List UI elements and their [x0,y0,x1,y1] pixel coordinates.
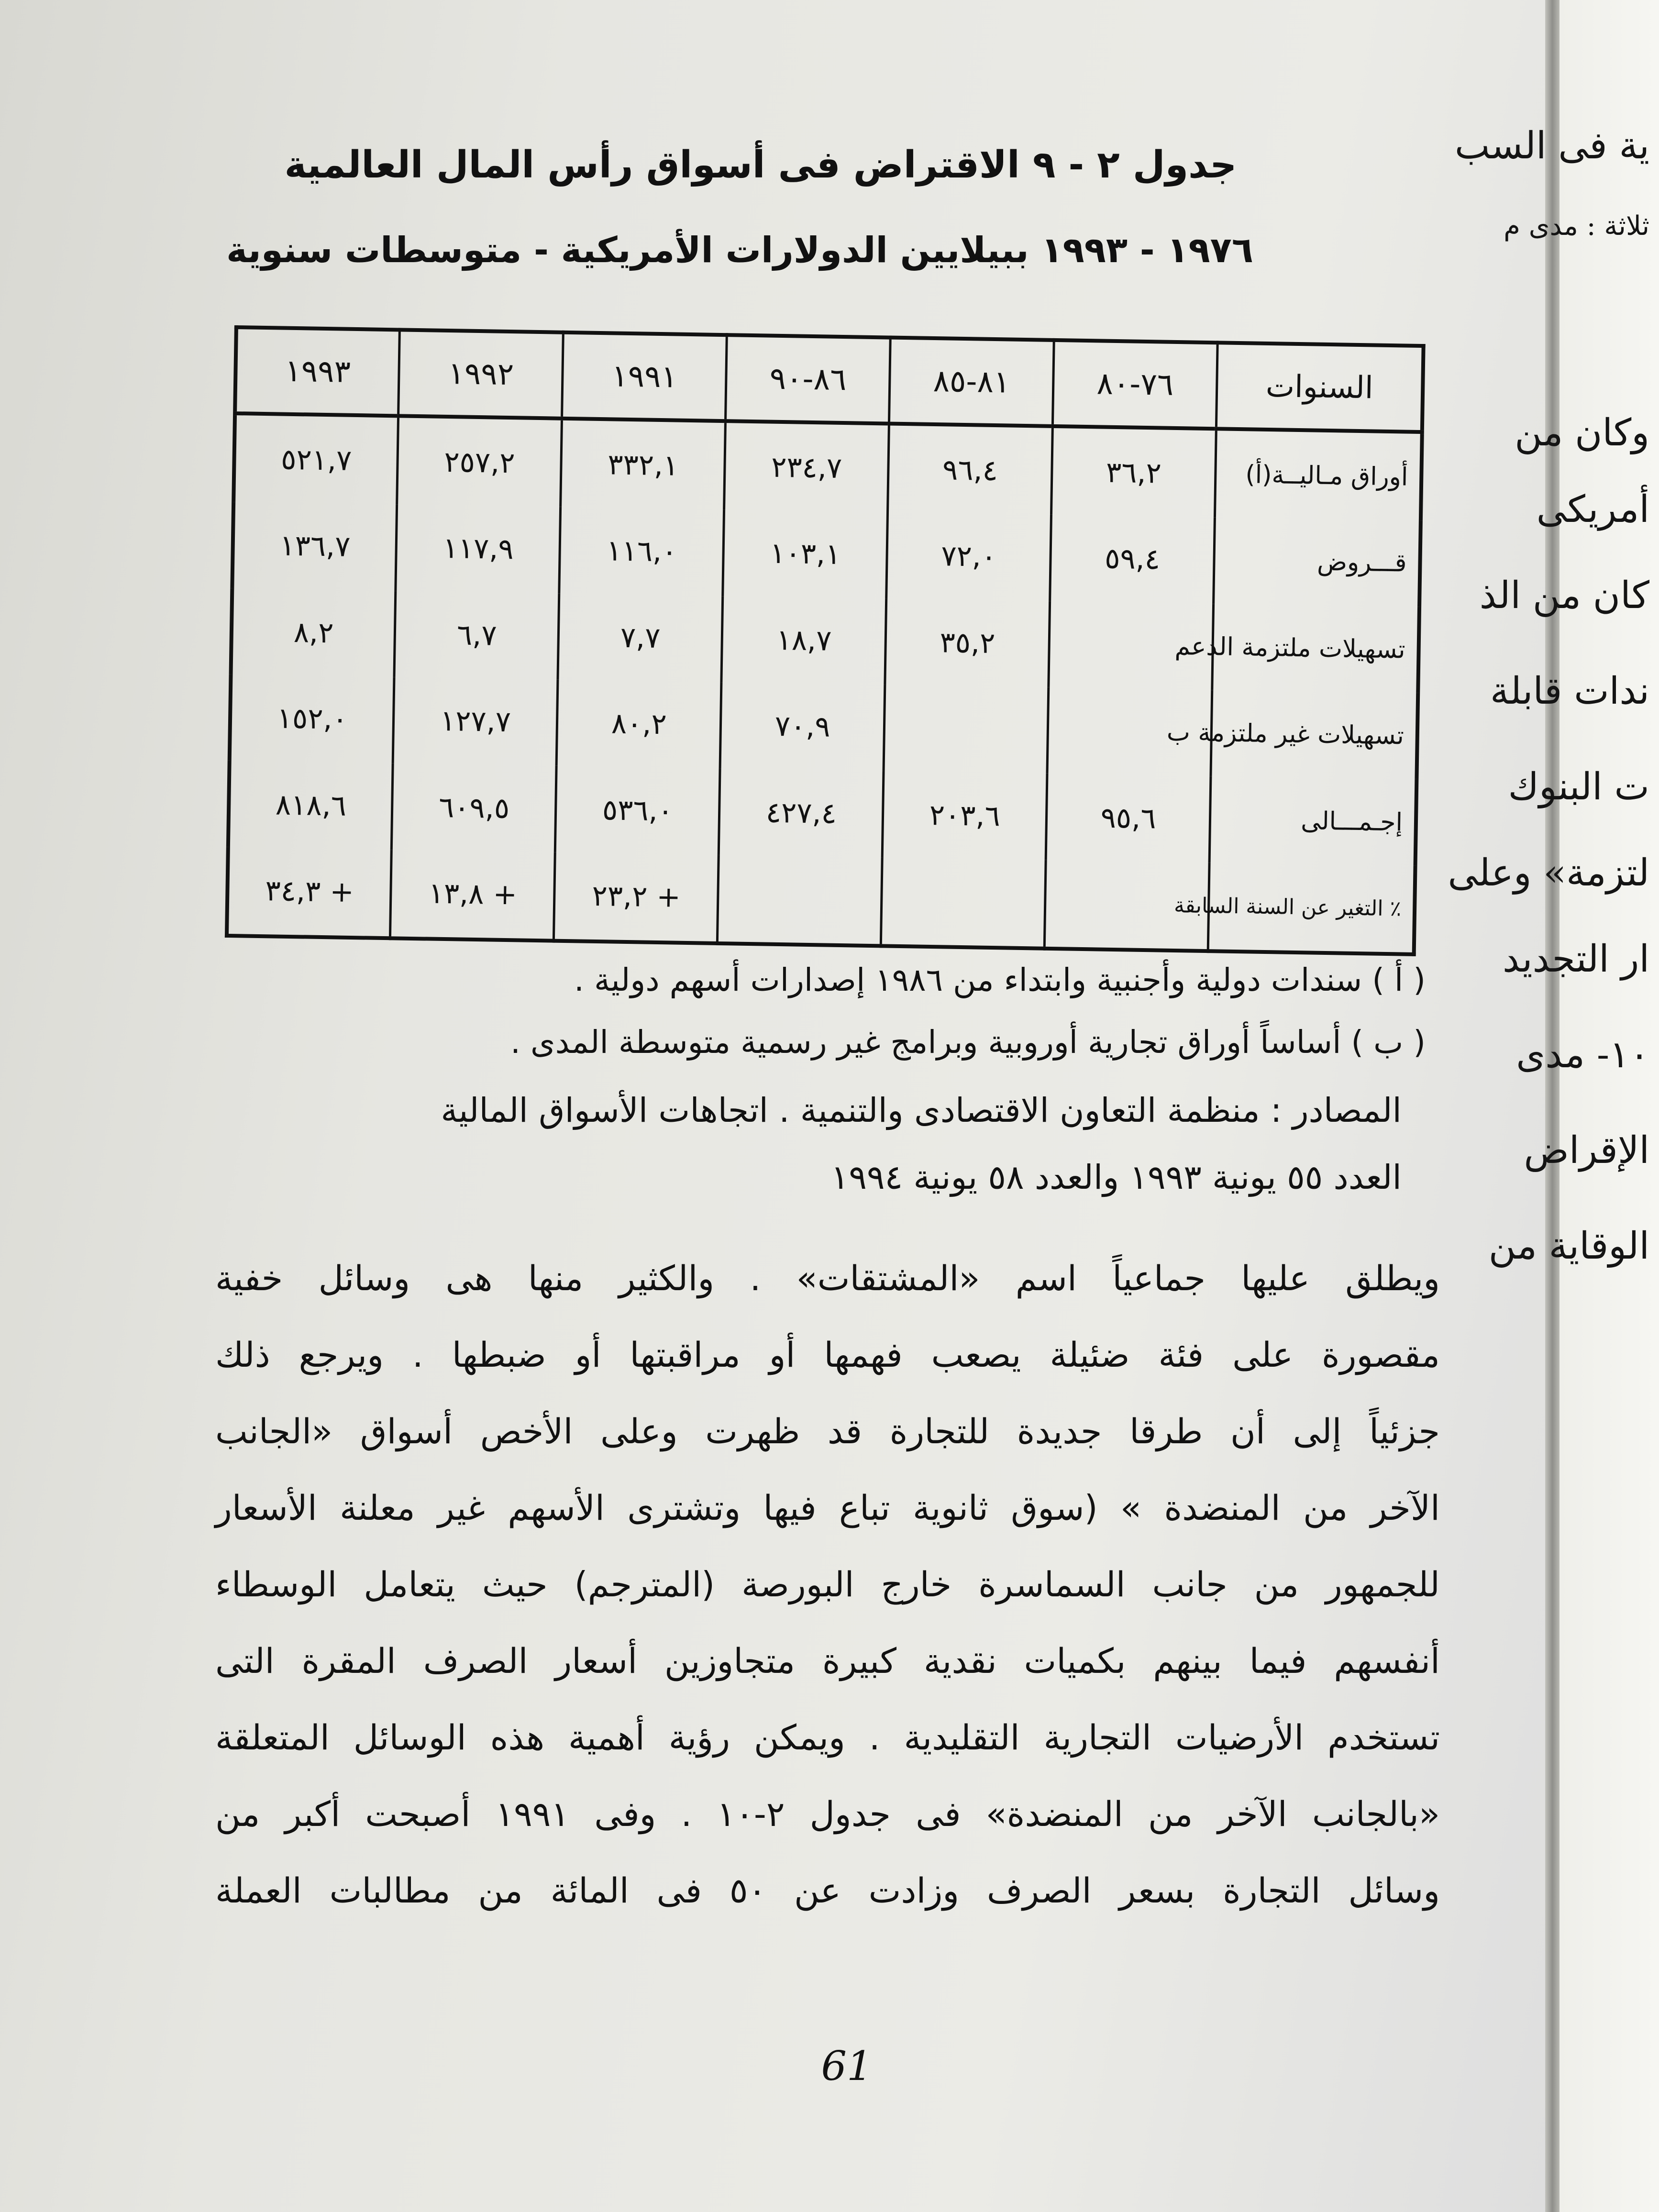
table-cell: ٦٠٩,٥ [392,763,557,852]
row-label: قـــروض [1214,517,1421,607]
table-cell: + ٢٣,٢ [554,852,719,943]
row-label: إجـمـــالى [1209,776,1416,866]
column-header: ١٩٩٢ [398,330,564,418]
adjacent-page-line: الإقراض [1524,1129,1649,1172]
table-cell: ٣٣٢,١ [561,419,726,510]
table-cell [718,855,883,946]
adjacent-page-line: ١٠- مدى [1516,1033,1649,1076]
table-cell: ١١٦,٠ [559,507,724,596]
table-cell: ١١٧,٩ [396,505,561,594]
adjacent-page-line: لتزمة» وعلى [1448,852,1649,895]
table-cell: ٩٥,٦ [1046,774,1211,863]
table-cell: ١٣٦,٧ [232,502,397,591]
adjacent-page-line: ت البنوك [1508,765,1649,808]
table-cell: ٥٢١,٧ [233,413,398,505]
table-cell: + ٣٤,٣ [227,847,392,939]
table-cell: ٥٩,٤ [1050,515,1215,604]
body-line: تستخدم الأرضيات التجارية التقليدية . ويمكن رؤية أهمية هذه الوسائل المتعلقة [215,1717,1440,1758]
table-title: جدول ٢ - ٩ الاقتراض فى أسواق رأس المال العالمية [284,144,1237,187]
table-cell: ٧٠,٩ [720,682,885,771]
table-cell: ٣٥,٢ [885,598,1050,687]
table-cell: ٥٣٦,٠ [555,766,720,855]
table-cell: ٢٣٤,٧ [724,421,889,512]
column-header: ١٩٩٣ [235,327,400,416]
body-line: ويطلق عليها جماعياً اسم «المشتقات» . والكثير منها هى وسائل خفية [215,1258,1440,1298]
adjacent-page [1448,0,1659,2212]
adjacent-page-line: ية فى السب [1454,124,1649,167]
column-header: ٨١-٨٥ [889,338,1054,426]
column-header: السنوات [1216,343,1423,432]
adjacent-page-line: كان من الذ [1479,574,1649,617]
table-cell: ٨١٨,٦ [228,761,393,850]
adjacent-page-line: ثلاثة : مدى م [1504,210,1649,242]
source-line-1: المصادر : منظمة التعاون الاقتصادى والتنمية . اتجاهات الأسواق المالية [441,1091,1402,1130]
row-label: ٪ التغير عن السنة السابقة [1208,863,1415,954]
column-header: ١٩٩١ [562,332,727,421]
table-cell: ٤٢٧,٤ [719,768,884,857]
body-line: أنفسهم فيما بينهم بكميات نقدية كبيرة متجاوزين أسعار الصرف المقرة التى [215,1641,1440,1681]
adjacent-page-line: ندات قابلة [1490,670,1649,713]
body-line: مقصورة على فئة ضئيلة يصعب فهمها أو مراقبتها أو ضبطها . ويرجع ذلك [215,1335,1440,1375]
table-cell: ٢٥٧,٢ [397,416,562,507]
book-gutter [1545,0,1559,2212]
table-cell: ٦,٧ [394,591,559,680]
table-cell: ٩٦,٤ [888,424,1053,515]
table-cell: ٣٦,٢ [1051,426,1217,518]
table-cell: ٨٠,٢ [556,680,721,769]
table-cell [881,857,1046,949]
adjacent-page-line: أمريكى [1536,488,1649,531]
table-cell: ٢٠٣,٦ [882,771,1047,860]
row-label: تسهيلات ملتزمة الدعم [1212,604,1419,693]
table-cell: ١٠٣,١ [723,509,888,598]
table-container [225,325,1426,956]
body-line: وسائل التجارة بسعر الصرف وزادت عن ٥٠ فى المائة من مطالبات العملة [215,1870,1440,1911]
adjacent-page-line: وكان من [1515,411,1649,454]
body-line: جزئياً إلى أن طرقا جديدة للتجارة قد ظهرت وعلى الأخص أسواق «الجانب [215,1411,1440,1451]
page-number: 61 [821,2043,873,2090]
table-cell: ١٨,٧ [721,596,886,685]
body-line: للجمهور من جانب السماسرة خارج البورصة (المترجم) حيث يتعامل الوسطاء [215,1564,1440,1604]
row-label: أوراق مـاليــة(أ) [1215,429,1422,520]
table-cell: + ١٣,٨ [390,850,555,941]
adjacent-page-line: الوقاية من [1488,1225,1649,1268]
table-cell: ١٢٧,٧ [393,677,558,766]
borrowing-table [225,325,1426,956]
table-cell: ٧,٧ [558,593,723,682]
source-line-2: العدد ٥٥ يونية ١٩٩٣ والعدد ٥٨ يونية ١٩٩٤ [830,1158,1402,1197]
column-header: ٨٦-٩٠ [726,335,891,423]
footnote-b: ( ب ) أساساً أوراق تجارية أوروبية وبرامج غير رسمية متوسطة المدى . [510,1024,1426,1061]
table-cell [884,685,1049,774]
adjacent-page-line: ار التجديد [1502,938,1649,981]
body-line: الآخر من المنضدة » (سوق ثانوية تباع فيها وتشترى الأسهم غير معلنة الأسعار [215,1488,1440,1528]
footnote-a: ( أ ) سندات دولية وأجنبية وابتداء من ١٩٨٦ إصدارات أسهم دولية . [574,962,1426,998]
body-line: «بالجانب الآخر من المنضدة» فى جدول ٢-١٠ . وفى ١٩٩١ أصبحت أكبر من [215,1794,1440,1834]
table-cell: ١٥٢,٠ [230,675,395,763]
table-cell: ٨,٢ [231,588,396,677]
row-label: تسهيلات غير ملتزمة ب [1211,690,1418,779]
table-row [227,847,1416,954]
column-header: ٧٦-٨٠ [1053,340,1218,429]
table-cell: ٧٢,٠ [886,512,1051,601]
table-subtitle: ١٩٧٦ - ١٩٩٣ ببيلايين الدولارات الأمريكية - متوسطات سنوية [226,230,1253,271]
